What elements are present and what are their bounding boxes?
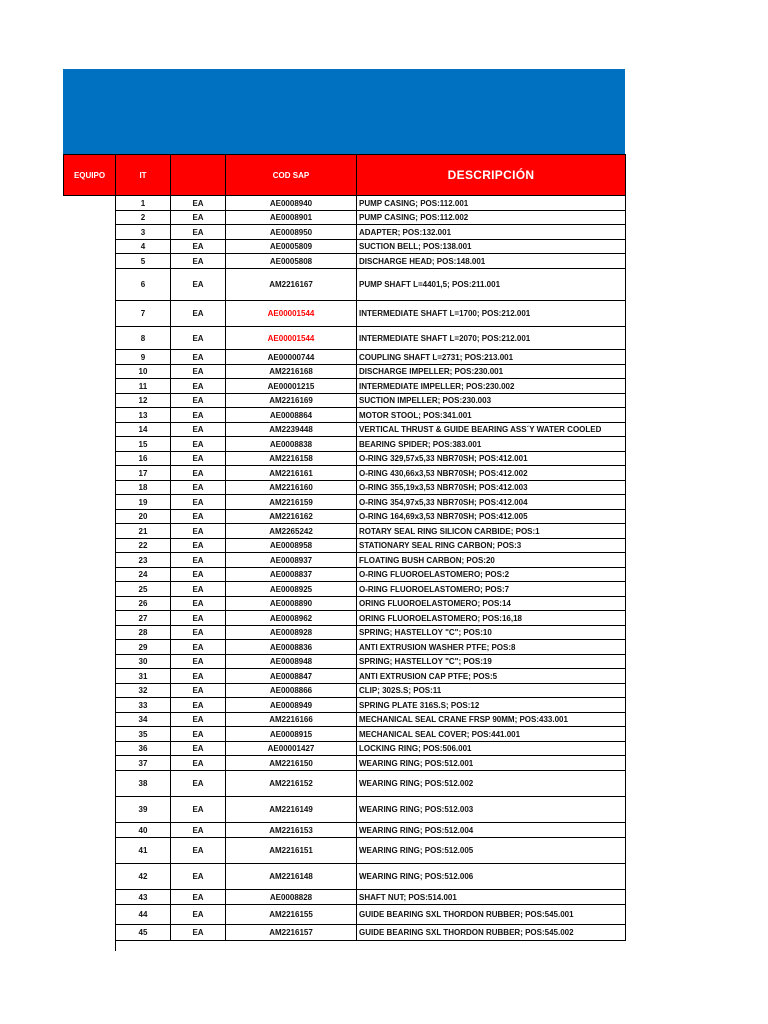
cell-it: 7 [115,301,170,327]
cell-it: 20 [115,510,170,524]
table-row [115,452,626,466]
cell-um: EA [170,684,225,698]
cell-um: EA [170,452,225,466]
cell-cod-sap: AE0008915 [225,727,356,742]
cell-um: EA [170,698,225,713]
cell-descripcion: SUCTION BELL; POS:138.001 [356,240,626,254]
cell-it: 2 [115,211,170,225]
cell-it: 16 [115,452,170,466]
cell-descripcion: PUMP SHAFT L=4401,5; POS:211.001 [356,269,626,301]
cell-cod-sap: AE0008937 [225,553,356,568]
cell-cod-sap: AE00001544 [225,327,356,350]
cell-cod-sap: AE0008962 [225,611,356,626]
cell-descripcion: SUCTION IMPELLER; POS:230.003 [356,394,626,408]
table-row [115,626,626,640]
cell-um: EA [170,797,225,823]
table-row [115,539,626,553]
header-it: IT [115,154,171,196]
cell-um: EA [170,225,225,240]
table-row [115,597,626,611]
cell-descripcion: MOTOR STOOL; POS:341.001 [356,408,626,423]
table-row [115,655,626,669]
cell-um: EA [170,379,225,394]
cell-um: EA [170,510,225,524]
cell-cod-sap: AE0008866 [225,684,356,698]
table-row [115,466,626,481]
cell-descripcion: CLIP; 302S.S; POS:11 [356,684,626,698]
cell-cod-sap: AE0008864 [225,408,356,423]
cell-um: EA [170,539,225,553]
table-row [115,727,626,742]
cell-um: EA [170,611,225,626]
cell-descripcion: MECHANICAL SEAL COVER; POS:441.001 [356,727,626,742]
cell-cod-sap: AM2216149 [225,797,356,823]
cell-cod-sap: AE00000744 [225,350,356,365]
cell-cod-sap: AE0005808 [225,254,356,269]
cell-descripcion: ADAPTER; POS:132.001 [356,225,626,240]
cell-descripcion: INTERMEDIATE SHAFT L=1700; POS:212.001 [356,301,626,327]
cell-cod-sap: AE0008925 [225,582,356,597]
cell-cod-sap: AM2216168 [225,365,356,379]
cell-descripcion: WEARING RING; POS:512.003 [356,797,626,823]
cell-cod-sap: AM2239448 [225,423,356,437]
cell-cod-sap: AE0008950 [225,225,356,240]
header-banner [63,69,625,154]
cell-cod-sap: AE0005809 [225,240,356,254]
cell-it: 9 [115,350,170,365]
table-row [115,771,626,797]
cell-um: EA [170,640,225,655]
cell-um: EA [170,269,225,301]
table-row [115,669,626,684]
cell-it: 35 [115,727,170,742]
cell-cod-sap: AE00001427 [225,742,356,756]
table-row [115,379,626,394]
cell-it: 30 [115,655,170,669]
table-row [115,797,626,823]
cell-cod-sap: AM2216167 [225,269,356,301]
table-row [115,553,626,568]
cell-cod-sap: AE0008928 [225,626,356,640]
cell-descripcion: WEARING RING; POS:512.004 [356,823,626,838]
cell-cod-sap: AE0008940 [225,196,356,211]
cell-it: 26 [115,597,170,611]
cell-it: 13 [115,408,170,423]
table-row [115,225,626,240]
cell-descripcion: INTERMEDIATE SHAFT L=2070; POS:212.001 [356,327,626,350]
table-row [115,925,626,941]
table-row [115,838,626,864]
cell-um: EA [170,196,225,211]
cell-um: EA [170,771,225,797]
cell-cod-sap: AE0008828 [225,890,356,905]
cell-cod-sap: AM2216166 [225,713,356,727]
cell-descripcion: O-RING 354,97x5,33 NBR70SH; POS:412.004 [356,495,626,510]
cell-descripcion: SHAFT NUT; POS:514.001 [356,890,626,905]
cell-um: EA [170,568,225,582]
table-body [115,196,626,941]
cell-it: 6 [115,269,170,301]
table-row [115,611,626,626]
cell-cod-sap: AE0008948 [225,655,356,669]
cell-descripcion: O-RING 329,57x5,33 NBR70SH; POS:412.001 [356,452,626,466]
cell-descripcion: BEARING SPIDER; POS:383.001 [356,437,626,452]
cell-cod-sap: AE0008949 [225,698,356,713]
cell-um: EA [170,742,225,756]
table-row [115,301,626,327]
cell-descripcion: COUPLING SHAFT L=2731; POS:213.001 [356,350,626,365]
cell-um: EA [170,350,225,365]
table-row [115,890,626,905]
cell-cod-sap: AM2216160 [225,481,356,495]
cell-descripcion: WEARING RING; POS:512.001 [356,756,626,771]
cell-descripcion: ORING FLUOROELASTOMERO; POS:16,18 [356,611,626,626]
table-row [115,481,626,495]
cell-um: EA [170,655,225,669]
cell-descripcion: O-RING 355,19x3,53 NBR70SH; POS:412.003 [356,481,626,495]
cell-cod-sap: AE0008847 [225,669,356,684]
cell-um: EA [170,408,225,423]
cell-descripcion: VERTICAL THRUST & GUIDE BEARING ASS´Y WATER COOLED [356,423,626,437]
cell-um: EA [170,240,225,254]
table-row [115,350,626,365]
cell-descripcion: STATIONARY SEAL RING CARBON; POS:3 [356,539,626,553]
cell-descripcion: ANTI EXTRUSION WASHER PTFE; POS:8 [356,640,626,655]
cell-it: 31 [115,669,170,684]
table-row [115,582,626,597]
cell-it: 24 [115,568,170,582]
cell-it: 21 [115,524,170,539]
cell-um: EA [170,756,225,771]
cell-descripcion: SPRING; HASTELLOY "C"; POS:19 [356,655,626,669]
cell-descripcion: PUMP CASING; POS:112.001 [356,196,626,211]
table-row [115,640,626,655]
cell-it: 44 [115,905,170,925]
cell-it: 36 [115,742,170,756]
cell-um: EA [170,713,225,727]
cell-cod-sap: AM2216152 [225,771,356,797]
cell-cod-sap: AE0008901 [225,211,356,225]
cell-it: 38 [115,771,170,797]
cell-it: 19 [115,495,170,510]
cell-cod-sap: AE0008838 [225,437,356,452]
cell-descripcion: LOCKING RING; POS:506.001 [356,742,626,756]
table-row [115,394,626,408]
cell-um: EA [170,495,225,510]
cell-it: 3 [115,225,170,240]
cell-it: 18 [115,481,170,495]
cell-it: 34 [115,713,170,727]
cell-descripcion: WEARING RING; POS:512.005 [356,838,626,864]
cell-it: 32 [115,684,170,698]
cell-cod-sap: AM2216151 [225,838,356,864]
cell-cod-sap: AM2216162 [225,510,356,524]
cell-um: EA [170,365,225,379]
cell-cod-sap: AM2216153 [225,823,356,838]
cell-um: EA [170,254,225,269]
table-row [115,756,626,771]
cell-it: 17 [115,466,170,481]
cell-um: EA [170,626,225,640]
cell-cod-sap: AE0008890 [225,597,356,611]
cell-um: EA [170,437,225,452]
table-row [115,254,626,269]
table-row [115,327,626,350]
cell-descripcion: ROTARY SEAL RING SILICON CARBIDE; POS:1 [356,524,626,539]
table-row [115,524,626,539]
cell-it: 10 [115,365,170,379]
cell-cod-sap: AE00001544 [225,301,356,327]
header-um [170,154,226,196]
cell-um: EA [170,327,225,350]
cell-um: EA [170,301,225,327]
table-row [115,211,626,225]
cell-um: EA [170,669,225,684]
cell-descripcion: O-RING FLUOROELASTOMERO; POS:7 [356,582,626,597]
table-row [115,269,626,301]
cell-um: EA [170,211,225,225]
cell-descripcion: INTERMEDIATE IMPELLER; POS:230.002 [356,379,626,394]
cell-it: 11 [115,379,170,394]
cell-cod-sap: AM2216169 [225,394,356,408]
cell-it: 39 [115,797,170,823]
cell-descripcion: FLOATING BUSH CARBON; POS:20 [356,553,626,568]
cell-it: 42 [115,864,170,890]
table-row [115,196,626,211]
cell-um: EA [170,838,225,864]
cell-descripcion: O-RING FLUOROELASTOMERO; POS:2 [356,568,626,582]
cell-um: EA [170,864,225,890]
cell-cod-sap: AE0008837 [225,568,356,582]
cell-it: 40 [115,823,170,838]
cell-it: 25 [115,582,170,597]
table-row [115,437,626,452]
cell-descripcion: ANTI EXTRUSION CAP PTFE; POS:5 [356,669,626,684]
cell-cod-sap: AM2216148 [225,864,356,890]
cell-cod-sap: AM2216157 [225,925,356,941]
cell-it: 4 [115,240,170,254]
cell-it: 28 [115,626,170,640]
cell-descripcion: DISCHARGE HEAD; POS:148.001 [356,254,626,269]
cell-it: 37 [115,756,170,771]
table-row [115,742,626,756]
cell-um: EA [170,553,225,568]
cell-descripcion: WEARING RING; POS:512.006 [356,864,626,890]
header-equipo: EQUIPO [63,154,116,196]
cell-it: 15 [115,437,170,452]
cell-descripcion: O-RING 430,66x3,53 NBR70SH; POS:412.002 [356,466,626,481]
header-descripcion: DESCRIPCIÓN [356,154,626,196]
table-row [115,713,626,727]
cell-descripcion: SPRING; HASTELLOY "C"; POS:10 [356,626,626,640]
cell-descripcion: MECHANICAL SEAL CRANE FRSP 90MM; POS:433.001 [356,713,626,727]
cell-it: 5 [115,254,170,269]
cell-it: 12 [115,394,170,408]
cell-descripcion: ORING FLUOROELASTOMERO; POS:14 [356,597,626,611]
table-row [115,240,626,254]
table-row [115,684,626,698]
cell-it: 14 [115,423,170,437]
cell-it: 8 [115,327,170,350]
cell-cod-sap: AE00001215 [225,379,356,394]
cell-descripcion: SPRING PLATE 316S.S; POS:12 [356,698,626,713]
table-row [115,408,626,423]
cell-cod-sap: AM2216161 [225,466,356,481]
cell-it: 29 [115,640,170,655]
cell-cod-sap: AM2216155 [225,905,356,925]
cell-descripcion: DISCHARGE IMPELLER; POS:230.001 [356,365,626,379]
cell-descripcion: WEARING RING; POS:512.002 [356,771,626,797]
cell-cod-sap: AM2216150 [225,756,356,771]
cell-um: EA [170,394,225,408]
cell-um: EA [170,597,225,611]
table-row [115,698,626,713]
table-row [115,905,626,925]
cell-cod-sap: AM2265242 [225,524,356,539]
cell-um: EA [170,481,225,495]
table-row [115,423,626,437]
cell-descripcion: PUMP CASING; POS:112.002 [356,211,626,225]
cell-it: 23 [115,553,170,568]
cell-descripcion: GUIDE BEARING SXL THORDON RUBBER; POS:545.002 [356,925,626,941]
cell-it: 45 [115,925,170,941]
cell-cod-sap: AM2216158 [225,452,356,466]
cell-it: 1 [115,196,170,211]
cell-it: 43 [115,890,170,905]
table-row [115,823,626,838]
cell-um: EA [170,423,225,437]
cell-it: 22 [115,539,170,553]
cell-descripcion: GUIDE BEARING SXL THORDON RUBBER; POS:545.001 [356,905,626,925]
cell-it: 41 [115,838,170,864]
header-cod-sap: COD SAP [225,154,357,196]
cell-um: EA [170,925,225,941]
table-row [115,864,626,890]
cell-um: EA [170,890,225,905]
cell-descripcion: O-RING 164,69x3,53 NBR70SH; POS:412.005 [356,510,626,524]
table-header-row [63,154,626,197]
cell-it: 27 [115,611,170,626]
cell-um: EA [170,823,225,838]
table-row [115,510,626,524]
cell-um: EA [170,582,225,597]
cell-cod-sap: AE0008958 [225,539,356,553]
cell-um: EA [170,727,225,742]
cell-cod-sap: AM2216159 [225,495,356,510]
table-row [115,495,626,510]
cell-cod-sap: AE0008836 [225,640,356,655]
table-row [115,365,626,379]
cell-um: EA [170,466,225,481]
table-row [115,568,626,582]
cell-um: EA [170,905,225,925]
cell-it: 33 [115,698,170,713]
cell-um: EA [170,524,225,539]
